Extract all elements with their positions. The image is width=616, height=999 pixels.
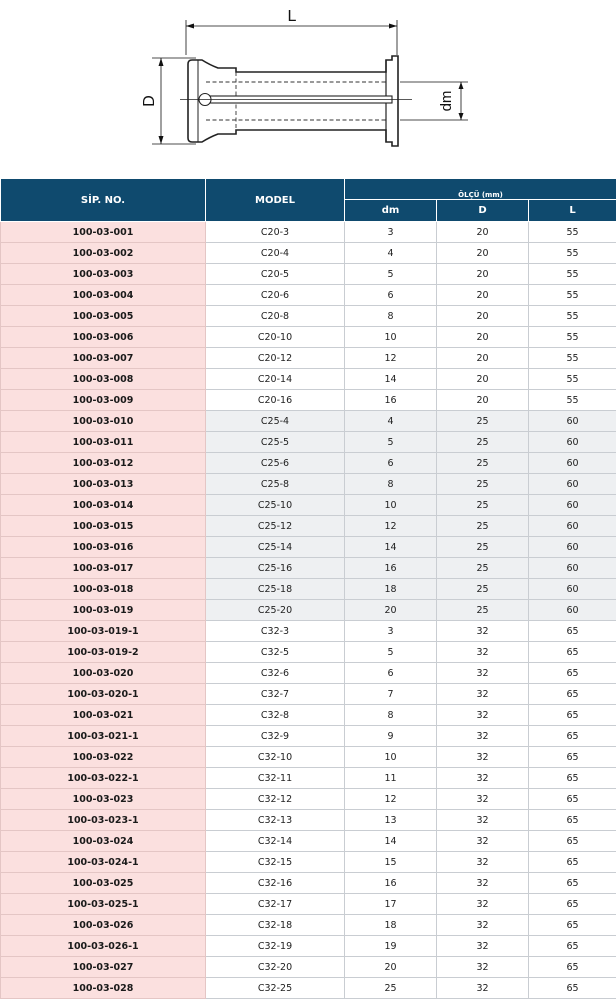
cell-model: C20-4 <box>206 243 345 264</box>
header-olcu: ÖLÇÜ (mm) <box>345 179 616 200</box>
dm-arrow-bottom <box>459 113 464 120</box>
cell-l: 60 <box>529 495 616 516</box>
cell-sip-no: 100-03-025-1 <box>1 894 206 915</box>
table-row <box>1 831 616 852</box>
table-row <box>1 852 616 873</box>
cell-d: 20 <box>437 285 529 306</box>
cell-d: 25 <box>437 516 529 537</box>
cell-l: 65 <box>529 810 616 831</box>
table-row <box>1 600 616 621</box>
cell-sip-no: 100-03-019 <box>1 600 206 621</box>
table-row <box>1 579 616 600</box>
cell-model: C20-12 <box>206 348 345 369</box>
cell-d: 32 <box>437 726 529 747</box>
cell-model: C32-19 <box>206 936 345 957</box>
cell-sip-no: 100-03-007 <box>1 348 206 369</box>
cell-l: 65 <box>529 894 616 915</box>
cell-l: 65 <box>529 726 616 747</box>
cell-l: 65 <box>529 621 616 642</box>
cell-model: C32-12 <box>206 789 345 810</box>
cell-model: C32-3 <box>206 621 345 642</box>
cell-l: 65 <box>529 915 616 936</box>
cell-l: 65 <box>529 768 616 789</box>
cell-model: C32-16 <box>206 873 345 894</box>
table-row <box>1 369 616 390</box>
cell-dm: 3 <box>345 621 437 642</box>
cell-d: 32 <box>437 852 529 873</box>
cell-dm: 16 <box>345 873 437 894</box>
table-row <box>1 621 616 642</box>
cell-d: 25 <box>437 453 529 474</box>
cell-l: 60 <box>529 474 616 495</box>
cell-dm: 12 <box>345 789 437 810</box>
cell-d: 32 <box>437 915 529 936</box>
table-row <box>1 453 616 474</box>
cell-dm: 4 <box>345 243 437 264</box>
cell-l: 60 <box>529 579 616 600</box>
cell-d: 32 <box>437 747 529 768</box>
cell-l: 65 <box>529 831 616 852</box>
cell-dm: 6 <box>345 453 437 474</box>
table-row <box>1 684 616 705</box>
cell-dm: 5 <box>345 432 437 453</box>
cell-dm: 25 <box>345 978 437 999</box>
cell-d: 32 <box>437 684 529 705</box>
cell-d: 20 <box>437 327 529 348</box>
table-row <box>1 768 616 789</box>
table-row <box>1 348 616 369</box>
cell-dm: 10 <box>345 747 437 768</box>
cell-model: C25-12 <box>206 516 345 537</box>
table-row <box>1 789 616 810</box>
cell-dm: 7 <box>345 684 437 705</box>
cell-sip-no: 100-03-021-1 <box>1 726 206 747</box>
table-row <box>1 411 616 432</box>
table-row <box>1 327 616 348</box>
cell-l: 65 <box>529 789 616 810</box>
cell-sip-no: 100-03-025 <box>1 873 206 894</box>
header-l: L <box>529 200 616 222</box>
cell-model: C32-10 <box>206 747 345 768</box>
spec-table <box>0 178 616 999</box>
cell-sip-no: 100-03-014 <box>1 495 206 516</box>
cell-sip-no: 100-03-003 <box>1 264 206 285</box>
cell-model: C32-9 <box>206 726 345 747</box>
technical-drawing <box>0 0 616 178</box>
cell-l: 65 <box>529 978 616 999</box>
table-row <box>1 516 616 537</box>
cell-model: C20-14 <box>206 369 345 390</box>
table-row <box>1 936 616 957</box>
cell-sip-no: 100-03-022-1 <box>1 768 206 789</box>
cell-d: 25 <box>437 411 529 432</box>
header-sip-no: SİP. NO. <box>1 179 206 222</box>
cell-d: 32 <box>437 642 529 663</box>
table-row <box>1 390 616 411</box>
cell-model: C32-5 <box>206 642 345 663</box>
dm-arrow-top <box>459 82 464 89</box>
cell-model: C25-14 <box>206 537 345 558</box>
cell-model: C32-8 <box>206 705 345 726</box>
cell-sip-no: 100-03-020-1 <box>1 684 206 705</box>
cell-sip-no: 100-03-021 <box>1 705 206 726</box>
cell-model: C25-10 <box>206 495 345 516</box>
table-row <box>1 243 616 264</box>
cell-l: 60 <box>529 432 616 453</box>
cell-sip-no: 100-03-019-1 <box>1 621 206 642</box>
table-row <box>1 642 616 663</box>
cell-dm: 9 <box>345 726 437 747</box>
cell-d: 20 <box>437 390 529 411</box>
cell-l: 65 <box>529 642 616 663</box>
cell-sip-no: 100-03-024 <box>1 831 206 852</box>
cell-model: C20-8 <box>206 306 345 327</box>
cell-d: 32 <box>437 621 529 642</box>
header-dm: dm <box>345 200 437 222</box>
table-row <box>1 222 616 243</box>
cell-l: 65 <box>529 873 616 894</box>
cell-sip-no: 100-03-011 <box>1 432 206 453</box>
cell-model: C32-13 <box>206 810 345 831</box>
cell-dm: 18 <box>345 579 437 600</box>
table-row <box>1 285 616 306</box>
l-arrow-right <box>389 24 397 29</box>
d-arrow-bottom <box>159 136 164 144</box>
cell-sip-no: 100-03-017 <box>1 558 206 579</box>
cell-sip-no: 100-03-023-1 <box>1 810 206 831</box>
table-row <box>1 663 616 684</box>
cell-model: C25-4 <box>206 411 345 432</box>
cell-model: C32-20 <box>206 957 345 978</box>
cell-sip-no: 100-03-005 <box>1 306 206 327</box>
cell-dm: 5 <box>345 264 437 285</box>
cell-d: 20 <box>437 222 529 243</box>
cell-dm: 6 <box>345 663 437 684</box>
cell-d: 20 <box>437 348 529 369</box>
cell-sip-no: 100-03-004 <box>1 285 206 306</box>
cell-dm: 14 <box>345 537 437 558</box>
cell-l: 65 <box>529 957 616 978</box>
cell-dm: 11 <box>345 768 437 789</box>
table-row <box>1 495 616 516</box>
cell-d: 32 <box>437 957 529 978</box>
cell-model: C25-16 <box>206 558 345 579</box>
cell-model: C25-5 <box>206 432 345 453</box>
cell-d: 25 <box>437 474 529 495</box>
cell-l: 65 <box>529 852 616 873</box>
header-model: MODEL <box>206 179 345 222</box>
cell-dm: 13 <box>345 810 437 831</box>
cell-d: 32 <box>437 936 529 957</box>
cell-model: C32-14 <box>206 831 345 852</box>
cell-d: 25 <box>437 495 529 516</box>
cell-sip-no: 100-03-026 <box>1 915 206 936</box>
cell-dm: 6 <box>345 285 437 306</box>
cell-dm: 3 <box>345 222 437 243</box>
table-row <box>1 558 616 579</box>
cell-sip-no: 100-03-013 <box>1 474 206 495</box>
cell-model: C25-20 <box>206 600 345 621</box>
spec-table-header <box>1 179 616 222</box>
cell-l: 55 <box>529 306 616 327</box>
cell-model: C20-6 <box>206 285 345 306</box>
cell-dm: 15 <box>345 852 437 873</box>
cell-d: 20 <box>437 369 529 390</box>
table-row <box>1 474 616 495</box>
cell-l: 65 <box>529 936 616 957</box>
cell-dm: 12 <box>345 516 437 537</box>
cell-sip-no: 100-03-028 <box>1 978 206 999</box>
cell-sip-no: 100-03-009 <box>1 390 206 411</box>
cell-d: 32 <box>437 705 529 726</box>
header-d: D <box>437 200 529 222</box>
cell-sip-no: 100-03-026-1 <box>1 936 206 957</box>
l-arrow-left <box>186 24 194 29</box>
cell-d: 32 <box>437 873 529 894</box>
cell-l: 55 <box>529 348 616 369</box>
cell-sip-no: 100-03-019-2 <box>1 642 206 663</box>
table-row <box>1 726 616 747</box>
cell-sip-no: 100-03-027 <box>1 957 206 978</box>
cell-l: 60 <box>529 558 616 579</box>
cell-model: C32-11 <box>206 768 345 789</box>
cell-dm: 8 <box>345 474 437 495</box>
cell-dm: 10 <box>345 495 437 516</box>
cell-sip-no: 100-03-001 <box>1 222 206 243</box>
cell-d: 20 <box>437 264 529 285</box>
cell-sip-no: 100-03-012 <box>1 453 206 474</box>
cell-d: 25 <box>437 537 529 558</box>
cell-l: 60 <box>529 537 616 558</box>
cell-d: 20 <box>437 306 529 327</box>
cell-l: 65 <box>529 684 616 705</box>
cell-dm: 14 <box>345 831 437 852</box>
cell-sip-no: 100-03-016 <box>1 537 206 558</box>
cell-model: C32-6 <box>206 663 345 684</box>
table-row <box>1 957 616 978</box>
cell-sip-no: 100-03-020 <box>1 663 206 684</box>
cell-l: 65 <box>529 747 616 768</box>
cell-sip-no: 100-03-023 <box>1 789 206 810</box>
cell-d: 32 <box>437 810 529 831</box>
cell-dm: 10 <box>345 327 437 348</box>
cell-model: C25-6 <box>206 453 345 474</box>
cell-d: 25 <box>437 579 529 600</box>
label-l: L <box>288 8 297 25</box>
cell-model: C20-3 <box>206 222 345 243</box>
cell-d: 32 <box>437 978 529 999</box>
cell-sip-no: 100-03-008 <box>1 369 206 390</box>
table-row <box>1 432 616 453</box>
label-dm: dm <box>438 91 455 112</box>
cell-l: 55 <box>529 369 616 390</box>
cell-dm: 4 <box>345 411 437 432</box>
cell-dm: 12 <box>345 348 437 369</box>
table-row <box>1 705 616 726</box>
table-row <box>1 894 616 915</box>
cell-l: 60 <box>529 600 616 621</box>
d-arrow-top <box>159 58 164 66</box>
cell-dm: 17 <box>345 894 437 915</box>
cell-dm: 18 <box>345 915 437 936</box>
cell-d: 25 <box>437 432 529 453</box>
cell-d: 32 <box>437 894 529 915</box>
cell-sip-no: 100-03-024-1 <box>1 852 206 873</box>
cell-l: 60 <box>529 453 616 474</box>
collet-drawing-svg <box>0 0 616 178</box>
cell-l: 55 <box>529 222 616 243</box>
cell-dm: 14 <box>345 369 437 390</box>
cell-model: C32-18 <box>206 915 345 936</box>
cell-model: C25-18 <box>206 579 345 600</box>
cell-sip-no: 100-03-022 <box>1 747 206 768</box>
cell-l: 65 <box>529 705 616 726</box>
cell-l: 60 <box>529 516 616 537</box>
cell-d: 32 <box>437 831 529 852</box>
cell-dm: 8 <box>345 306 437 327</box>
cell-dm: 16 <box>345 558 437 579</box>
cell-d: 20 <box>437 243 529 264</box>
cell-dm: 20 <box>345 957 437 978</box>
table-row <box>1 810 616 831</box>
label-d: D <box>141 95 158 107</box>
table-row <box>1 873 616 894</box>
cell-l: 55 <box>529 390 616 411</box>
cell-dm: 20 <box>345 600 437 621</box>
cell-model: C20-5 <box>206 264 345 285</box>
table-row <box>1 747 616 768</box>
cell-model: C25-8 <box>206 474 345 495</box>
cell-sip-no: 100-03-002 <box>1 243 206 264</box>
cell-l: 55 <box>529 285 616 306</box>
cell-d: 25 <box>437 600 529 621</box>
cell-d: 32 <box>437 663 529 684</box>
cell-dm: 5 <box>345 642 437 663</box>
cell-model: C32-25 <box>206 978 345 999</box>
cell-model: C32-17 <box>206 894 345 915</box>
cell-model: C20-10 <box>206 327 345 348</box>
cell-l: 55 <box>529 327 616 348</box>
table-row <box>1 306 616 327</box>
cell-sip-no: 100-03-010 <box>1 411 206 432</box>
cell-sip-no: 100-03-018 <box>1 579 206 600</box>
cell-dm: 19 <box>345 936 437 957</box>
cell-d: 25 <box>437 558 529 579</box>
spec-table-body <box>1 222 616 999</box>
cell-l: 65 <box>529 663 616 684</box>
cell-model: C32-7 <box>206 684 345 705</box>
table-row <box>1 978 616 999</box>
table-row <box>1 537 616 558</box>
table-row <box>1 915 616 936</box>
table-row <box>1 264 616 285</box>
cell-dm: 8 <box>345 705 437 726</box>
cell-d: 32 <box>437 789 529 810</box>
cell-dm: 16 <box>345 390 437 411</box>
cell-model: C20-16 <box>206 390 345 411</box>
cell-l: 60 <box>529 411 616 432</box>
cell-l: 55 <box>529 264 616 285</box>
cell-sip-no: 100-03-015 <box>1 516 206 537</box>
cell-sip-no: 100-03-006 <box>1 327 206 348</box>
cell-l: 55 <box>529 243 616 264</box>
cell-model: C32-15 <box>206 852 345 873</box>
cell-d: 32 <box>437 768 529 789</box>
